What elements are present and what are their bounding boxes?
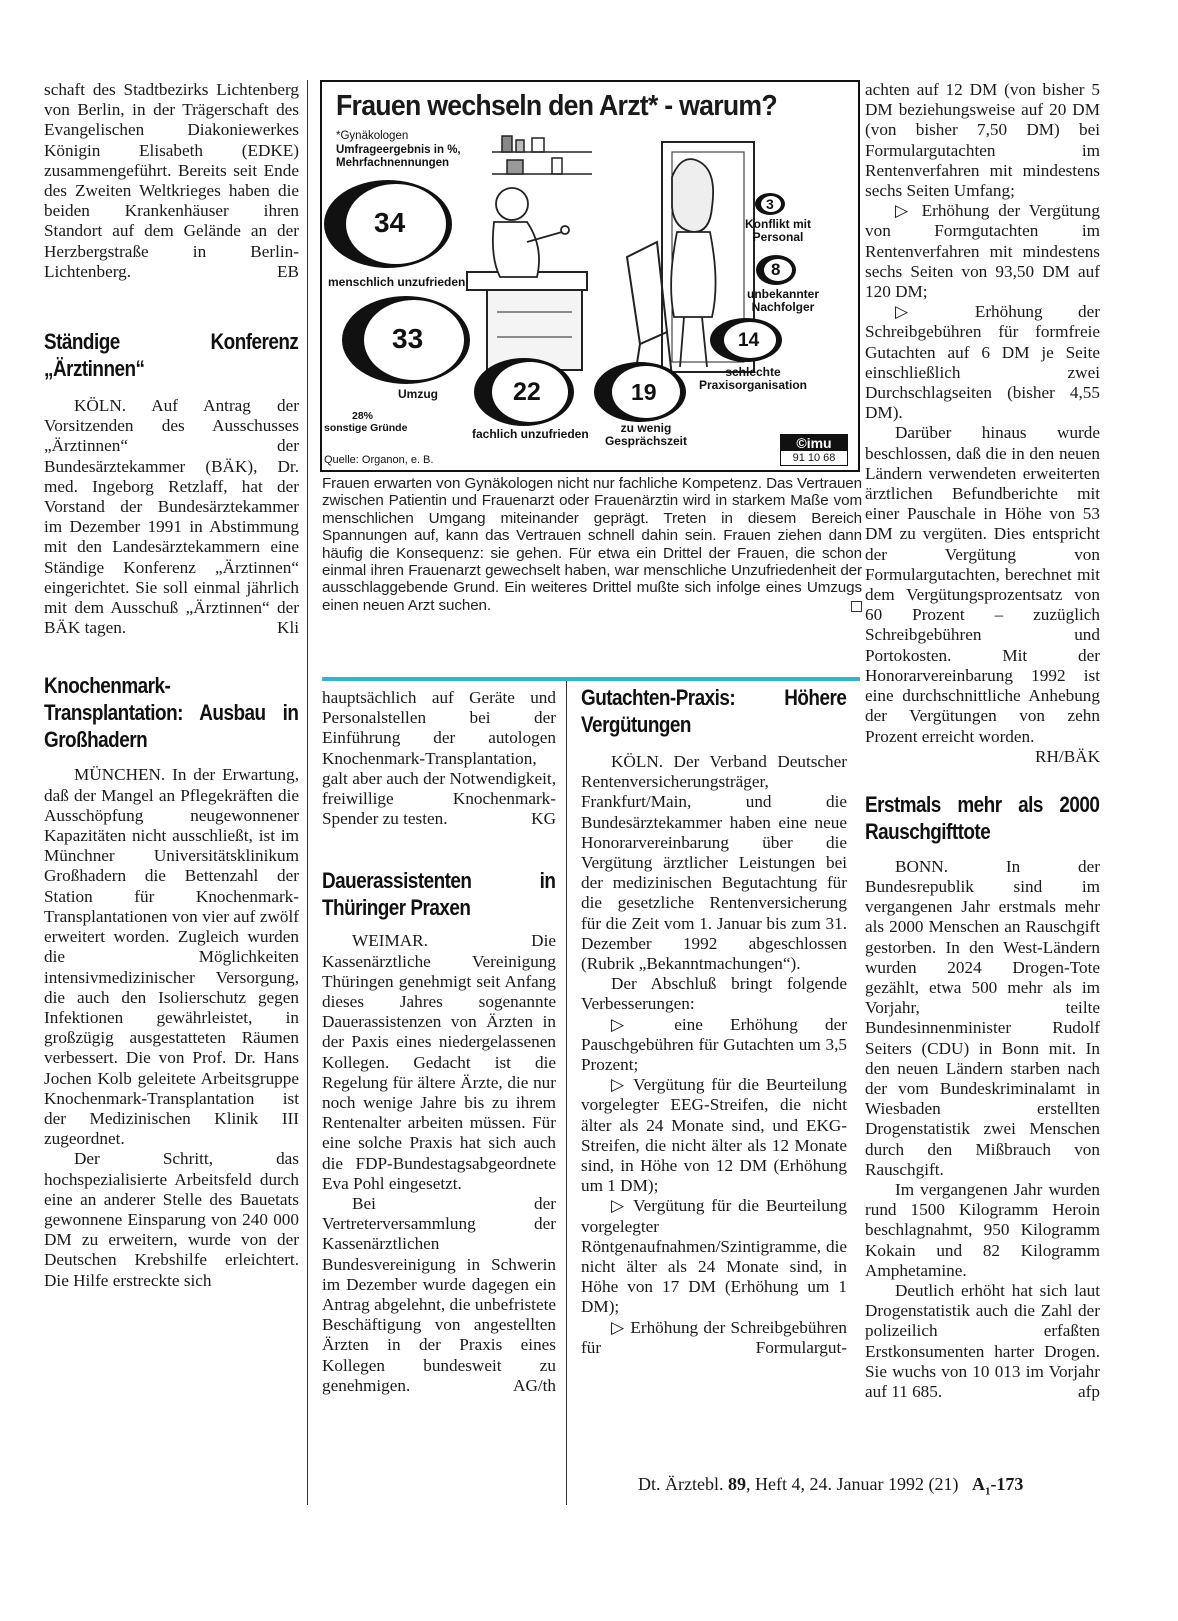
article-dauerassistenten-p1: WEIMAR. Die Kassenärztliche Vereinigung Thüringen genehmigt seit Anfang dieses Jahres sogenannte Dauerassistenzen von Ärzten in der Paxis eines niedergelassenen Kollegen. Gedacht ist die Regelung für ältere Ärzte, die nur noch wenige Jahre bis zu ihrem Rentenalter arbeiten müssen. Für eine solche Praxis hat sich auch die FDP-Bundestagsabgeordnete Eva Pohl eingesetzt.: [322, 931, 556, 1193]
label-fachlich: fachlich unzufrieden: [472, 427, 589, 441]
figure-source: Quelle: Organon, e. B.: [324, 454, 434, 466]
bullet-item: ▷ Erhöhung der Schreibgebühren für formfreie Gutachten auf 6 DM je Seite einschließlich zwei Durchschlagseiten (bisher 4,55 DM).: [865, 302, 1100, 423]
figure-subtitle: Umfrageergebnis in %, Mehrfachnennungen: [336, 144, 461, 169]
woman-illustration: [671, 159, 715, 367]
volume-number: 89: [727, 1474, 746, 1494]
label-gespraechszeit: zu wenig Gesprächszeit: [604, 421, 688, 448]
section-divider: [322, 677, 860, 681]
value-14: 14: [738, 330, 760, 351]
bullet-item: ▷ Vergütung für die Beurteilung vorgelegter EEG-Streifen, die nicht älter als 24 Monate sind, und EKG-Streifen, die nicht älter als 12 Monate sind, in Höhe von 12 DM (Erhöhung um 1 DM);: [581, 1075, 847, 1196]
bullet-item: ▷ Erhöhung der Vergütung von Formgutachten im Rentenverfahren mit mindestens sechs Seiten von 93,50 DM auf 120 DM;: [865, 201, 1100, 302]
end-mark-icon: [851, 601, 862, 612]
article-gutachten-p3: Darüber hinaus wurde beschlossen, daß die in den neuen Ländern verwendeten erweiterten ärztlichen Befundberichte mit einer Pauschale in Höhe von 53 DM zu vergüten. Dies entspricht der Vergütung von Formulargutachten, berechnet mit dem Vergütungsprozentsatz von 60 Prozent – zuzüglich Schreibgebühren und Portokosten. Mit der Honorarvereinbarung 1992 ist eine durchschnittliche Anhebung der Vergütungen von zehn Prozent erreicht worden. RH/BÄK: [865, 423, 1100, 766]
chair-illustration: [627, 242, 672, 382]
issue-info: , Heft 4, 24. Januar 1992 (21): [745, 1474, 959, 1494]
headline-knochenmark: Knochenmark-Transplantation: Ausbau in Großhadern: [44, 673, 299, 753]
figure-footnote: *Gynäkologen: [336, 130, 409, 142]
article-continuation: schaft des Stadtbezirks Lichtenberg von Berlin, in der Trägerschaft des Evangelischen Diakoniewerkes Königin Elisabeth (EDKE) zusammengeführt. Bereits seit Ende des Zweiten Weltkrieges haben die beiden Krankenhäuser ihren Standort auf dem Gelände an der Herzbergstraße in Berlin-Lichtenberg. EB: [44, 80, 299, 281]
author-sign: KG: [531, 809, 556, 829]
column-rule: [307, 80, 308, 1505]
headline-rauschgifttote: Erstmals mehr als 2000 Rauschgifttote: [865, 791, 1100, 844]
article-rauschgift-p2: Im vergangenen Jahr wurden rund 1500 Kilogramm Heroin beschlagnahmt, 950 Kilogramm Kokain und 82 Kilogramm Amphetamine.: [865, 1179, 1100, 1280]
author-sign: Kli: [277, 618, 299, 638]
label-sonstige: sonstige Gründe: [324, 422, 408, 434]
value-28: 28%: [352, 410, 374, 422]
article-rauschgift-p1: BONN. In der Bundesrepublik sind im vergangenen Jahr erstmals mehr als 2000 Menschen an Rauschgift gestorben. In den West-Ländern wurden 2024 Drogen-Tote gezählt, etwa 500 mehr als im Vorjahr, teilte Bundesinnenminister Rudolf Seiters (CDU) in Bonn mit. In den neuen Ländern starben nach der vom Bundeskriminalamt in Wiesbaden erstellten Drogenstatistik zwei Menschen durch den Mißbrauch von Rauschgift.: [865, 856, 1100, 1179]
value-3: 3: [766, 196, 774, 212]
article-rauschgift-p3: Deutlich erhöht hat sich laut Drogenstatistik auch die Zahl der polizeilich erfaßten Erstkonsumenten harter Drogen. Sie wuchs von 10 013 im Vorjahr auf 11 685. afp: [865, 1280, 1100, 1401]
article-gutachten-p1: KÖLN. Der Verband Deutscher Rentenversicherungsträger, Frankfurt/Main, und die Bundesärztekammer haben eine neue Honorarvereinbarung über die Vergütung ärztlicher Leistungen bei der medizinischen Begutachtung für die gesetzliche Rentenversicherung für die Zeit vom 1. Januar bis zum 31. Dezember 1992 abgeschlossen (Rubrik „Bekanntmachungen“).: [581, 752, 847, 974]
article-konferenz: KÖLN. Auf Antrag der Vorsitzenden des Ausschusses „Ärztinnen“ der Bundesärztekammer (BÄK), Dr. med. Ingeborg Retzlaff, hat der Vorstand der Bundesärztekammer im Dezember 1991 in Abstimmung mit den Landesärztekammern eine Ständige Konferenz „Ärztinnen“ eingerichtet. Sie soll einmal jährlich mit dem Ausschuß „Ärztinnen“ der BÄK tagen. Kli: [44, 396, 299, 638]
label-nachfolger: unbekannter Nachfolger: [746, 287, 819, 314]
column-rule: [566, 680, 567, 1505]
bullet-item: ▷ eine Erhöhung der Pauschgebühren für Gutachten um 3,5 Prozent;: [581, 1014, 847, 1075]
bullet-item: ▷ Erhöhung der Schreibgebühren für Formulargut-: [581, 1317, 847, 1357]
author-sign: afp: [1078, 1381, 1100, 1401]
bullet-item: ▷ Vergütung für die Beurteilung vorgelegter Röntgenaufnahmen/Szintigramme, die nicht älter als 24 Monate sind, in Höhe von 17 DM (Erhöhung um 1 DM);: [581, 1196, 847, 1317]
column-4: [865, 80, 1100, 1402]
author-sign: AG/th: [513, 1375, 556, 1395]
label-praxisorganisation: schlechte Praxisorganisation: [698, 365, 808, 392]
article-gutachten-p2: Der Abschluß bringt folgende Verbesserungen:: [581, 974, 847, 1014]
page-number: $A_1-173$: [971, 1474, 1024, 1498]
column-2: [322, 688, 556, 1396]
article-continuation: hauptsächlich auf Geräte und Personalstellen bei der Einführung der autologen Knochenmark-Transplantation, galt aber auch der Notwendigkeit, freiwillige Knochenmark-Spender zu testen. KG: [322, 688, 556, 829]
imu-logo: ©imu 91 10 68: [780, 434, 848, 466]
author-sign: RH/BÄK: [1035, 746, 1100, 766]
desk-illustration: [467, 272, 587, 370]
value-8: 8: [771, 260, 781, 279]
article-knochenmark-p2: Der Schritt, das hochspezialisierte Arbeitsfeld durch eine an anderer Stelle des Bauetats gewonnene Einsparung von 240 000 DM zu erweitern, wurde von der Deutschen Krebshilfe erleichtert. Die Hilfe erstreckte sich: [44, 1149, 299, 1290]
article-continuation: achten auf 12 DM (von bisher 5 DM beziehungsweise auf 20 DM (von bisher 7,50 DM) bei Formulargutachten im Rentenverfahren mit mindestens sechs Seiten Umfang;: [865, 80, 1100, 201]
value-34: 34: [374, 207, 406, 238]
shelf-illustration: [492, 136, 592, 174]
headline-konferenz: Ständige Konferenz „Ärztinnen“: [44, 329, 299, 382]
headline-dauerassistenten: Dauerassistenten in Thüringer Praxen: [322, 868, 556, 921]
headline-gutachten: Gutachten-Praxis: Höhere Vergütungen: [581, 685, 847, 737]
label-konflikt: Konflikt mit Personal: [745, 217, 811, 244]
figure-caption: Frauen erwarten von Gynäkologen nicht nur fachliche Kompetenz. Das Vertrauen zwischen Patientin und Frauenarzt oder Frauenärztin wird in starkem Maße vom menschlichen Umgang miteinander geprägt. Treten in diesem Bereich Spannungen auf, kann das Vertrauen schnell dahin sein. Frauen ziehen dann häufig die Konsequenz: sie gehen. Für etwa ein Drittel der Frauen, die schon einmal ihren Frauenarzt gewechselt haben, war menschliche Unzufriedenheit der ausschlaggebende Grund. Ein weiteres Drittel mußte sich infolge eines Umzugs einen neuen Arzt suchen.: [322, 475, 862, 614]
value-19: 19: [631, 379, 657, 405]
label-umzug: Umzug: [398, 387, 438, 401]
doctor-illustration: [493, 188, 569, 277]
infographic: [320, 80, 860, 472]
journal-name: Dt. Ärztebl.: [638, 1474, 724, 1494]
value-33: 33: [392, 323, 424, 354]
page-footer: [638, 1474, 1023, 1498]
value-22: 22: [513, 378, 541, 406]
figure-title: Frauen wechseln den Arzt* - warum?: [336, 90, 777, 122]
article-knochenmark-p1: MÜNCHEN. In der Erwartung, daß der Mangel an Pflegekräften die Ausschöpfung neugewonnener Kapazitäten nicht ausschließt, ist im Münchner Universitätsklinikum Großhadern die Bettenzahl der Station für Knochenmark-Transplantationen von vier auf zwölf erweitert worden. Zugleich wurden die Möglichkeiten intensivmedizinischer Versorgung, die auch den Isolierschutz gegen Infektionen gewährleistet, in großzügig ausgestatteten Räumen verbessert. Die von Prof. Dr. Hans Jochen Kolb geleitete Arbeitsgruppe Knochenmark-Transplantation ist der Medizinischen Klinik III zugeordnet.: [44, 765, 299, 1149]
article-dauerassistenten-p2: Bei der Vertreterversammlung der Kassenärztlichen Bundesvereinigung in Schwerin im Dezember wurde dagegen ein Antrag abgelehnt, die unbefristete Beschäftigung von angestellten Ärzten in der Praxis eines Kollegen bundesweit zu genehmigen. AG/th: [322, 1194, 556, 1395]
label-menschlich: menschlich unzufrieden: [328, 275, 466, 289]
column-3: [581, 684, 847, 1358]
author-sign: EB: [277, 261, 299, 281]
column-1: [44, 80, 299, 1291]
